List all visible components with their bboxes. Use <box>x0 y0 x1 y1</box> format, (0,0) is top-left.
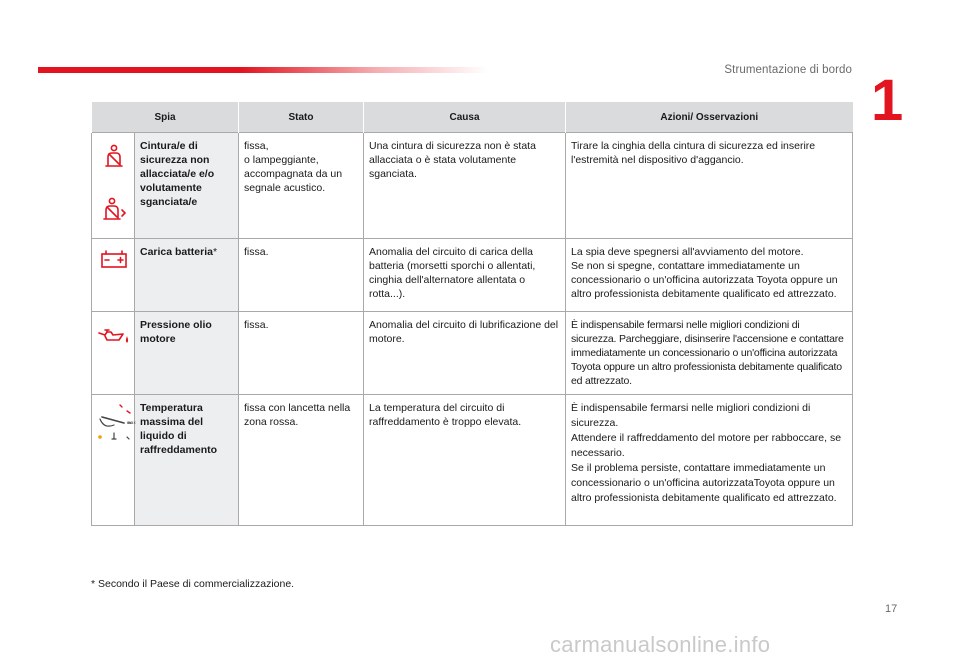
coolant-temperature-gauge-icon <box>94 401 134 445</box>
table-row <box>92 395 853 526</box>
footnote-marker: * <box>212 246 218 258</box>
oil-pressure-icon <box>97 326 131 344</box>
page-number: 17 <box>885 603 898 615</box>
row-stato: fissa con lancetta nella zona rossa. <box>239 395 364 526</box>
table-row <box>92 239 853 312</box>
header-spia: Spia <box>92 102 239 133</box>
row-name: Cintura/e di sicurezza non allacciata/e e/o volutamente sganciata/e <box>135 133 239 239</box>
row-causa: La temperatura del circuito di raffreddamento è troppo elevata. <box>364 395 566 526</box>
header-azioni: Azioni/ Osservazioni <box>566 102 853 133</box>
row-name: Temperatura massima del liquido di raffreddamento <box>135 395 239 526</box>
header-stato: Stato <box>239 102 364 133</box>
seatbelt-alert-icon <box>101 196 127 222</box>
footnote: * Secondo il Paese di commercializzazione. <box>91 578 295 590</box>
row-causa: Anomalia del circuito di carica della batteria (morsetti sporchi o allentati, cinghia dell'alternatore allentata o rotta...). <box>364 239 566 312</box>
icon-cell <box>92 395 135 526</box>
row-stato: fissa, o lampeggiante, accompagnata da un segnale acustico. <box>239 133 364 239</box>
row-stato: fissa. <box>239 312 364 395</box>
row-azioni: La spia deve spegnersi all'avviamento del motore. Se non si spegne, contattare immediatamente un concessionario o un'officina autorizzata Toyota oppure un altro professionista debitamente qualificato ed attrezzato. <box>566 239 853 312</box>
battery-icon <box>100 249 128 269</box>
header-red-bar <box>38 67 488 73</box>
svg-text:max: max <box>127 420 136 425</box>
table-row <box>92 312 853 395</box>
warning-lights-table <box>91 102 853 526</box>
icon-cell <box>92 239 135 312</box>
section-title: Strumentazione di bordo <box>724 64 852 76</box>
seatbelt-icon <box>103 144 125 168</box>
row-name <box>135 239 239 312</box>
row-causa: Una cintura di sicurezza non è stata allacciata o è stata volutamente sganciata. <box>364 133 566 239</box>
row-azioni: Tirare la cinghia della cintura di sicurezza ed inserire l'estremità nel dispositivo d'aggancio. <box>566 133 853 239</box>
header-causa: Causa <box>364 102 566 133</box>
row-azioni: È indispensabile fermarsi nelle migliori condizioni di sicurezza. Attendere il raffreddamento del motore per rabboccare, se necessario. Se il problema persiste, contattare immediatamente un concessionario o un'officina autorizzataToyota oppure un altro professionista debitamente qualificato ed attrezzato. <box>566 395 853 526</box>
row-name-text: Carica batteria <box>140 246 213 258</box>
watermark: carmanualsonline.info <box>550 632 771 657</box>
row-causa: Anomalia del circuito di lubrificazione del motore. <box>364 312 566 395</box>
table-row <box>92 133 853 239</box>
icon-cell <box>92 133 135 239</box>
table-header-row <box>92 102 853 133</box>
row-azioni: È indispensabile fermarsi nelle migliori condizioni di sicurezza. Parcheggiare, disinserire l'accensione e contattare immediatamente un concessionario o un'officina autorizzata Toyota oppure un altro professionista debitamente qualificato ed attrezzato. <box>566 312 853 395</box>
row-stato: fissa. <box>239 239 364 312</box>
icon-cell <box>92 312 135 395</box>
chapter-number: 1 <box>871 68 904 133</box>
row-name: Pressione olio motore <box>135 312 239 395</box>
